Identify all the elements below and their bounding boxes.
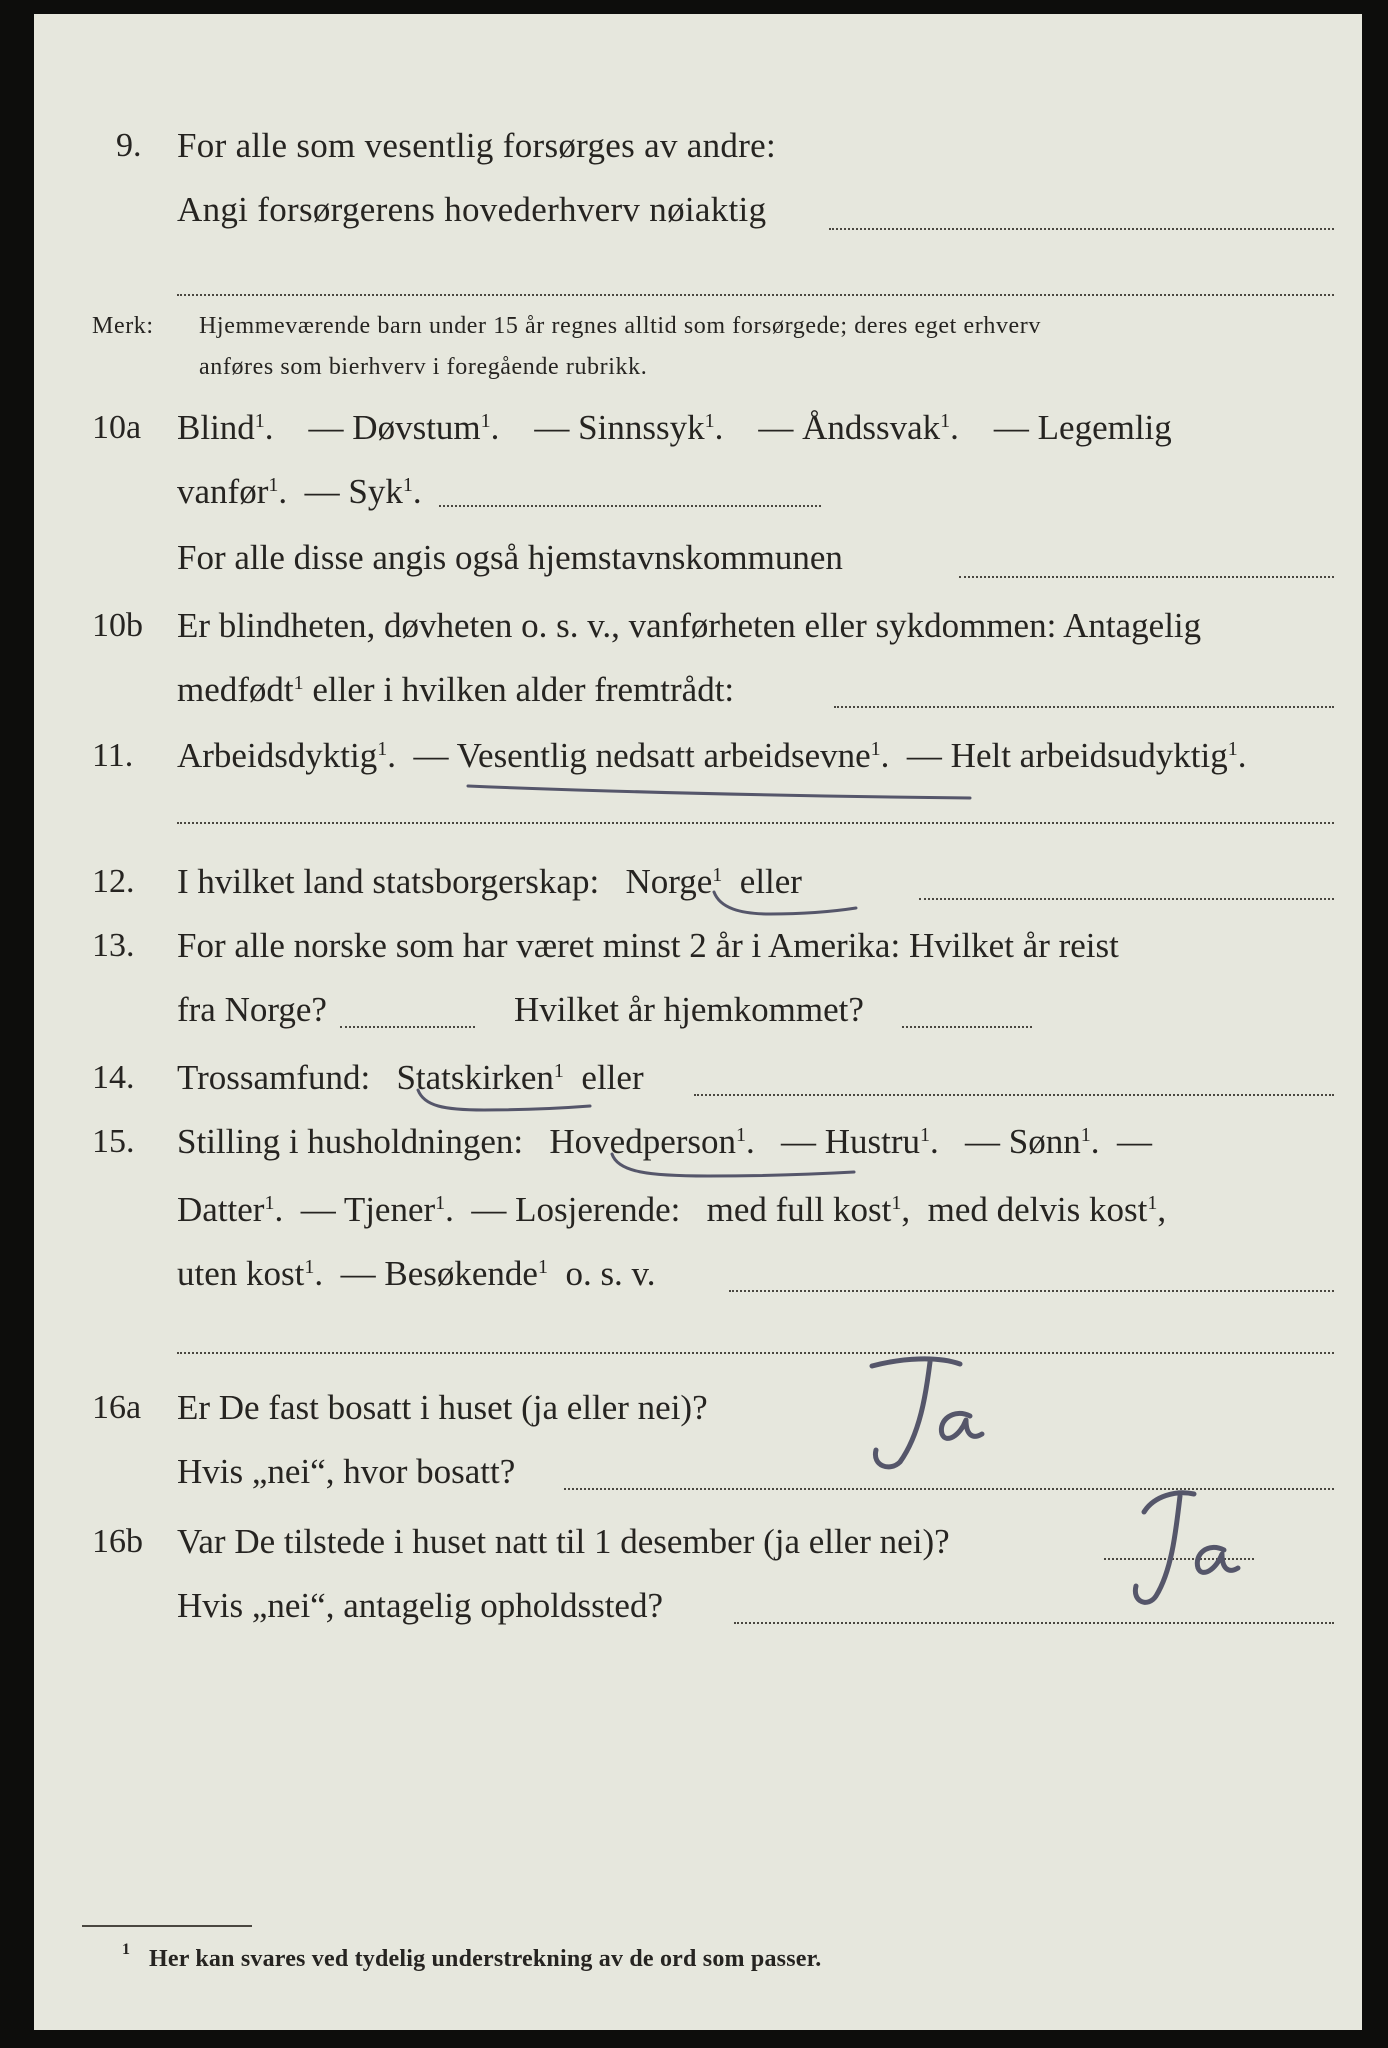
q10a-line2: vanfør$^1$. — Syk$^1$. <box>177 472 422 511</box>
footnote-ref: 1 <box>268 474 279 496</box>
q10a-line1: Blind$^1$. — Døvstum$^1$. — Sinnssyk$^1$. — Åndssvak$^1$. — Legemlig <box>177 408 1172 447</box>
q16a-line2: Hvis „nei“, hvor bosatt? <box>177 1452 516 1491</box>
q16b-handwritten-answer <box>1104 1484 1254 1614</box>
q15-delvis-kost: med delvis kost <box>927 1190 1148 1229</box>
footnote-ref: 1 <box>553 1060 564 1082</box>
q9-number: 9. <box>116 127 142 164</box>
q15-tjener: — Tjener <box>300 1190 436 1229</box>
q10a-blind: Blind <box>177 408 255 447</box>
q15-full-kost: med full kost <box>706 1190 892 1229</box>
q11-pencil-underline <box>464 776 974 806</box>
q14-statskirken: Statskirken <box>396 1058 554 1097</box>
q14-pencil-underline <box>414 1082 594 1122</box>
q12-answer-line <box>919 898 1334 900</box>
q15-osv: o. s. v. <box>565 1254 656 1293</box>
q10b-number: 10b <box>92 607 143 644</box>
q12-pencil-underline <box>710 886 860 926</box>
q10b-line2-rest: eller i hvilken alder fremtrådt: <box>303 670 735 709</box>
q10a-syk: — Syk <box>304 472 403 511</box>
q16b-line1: Var De tilstede i huset natt til 1 desember (ja eller nei)? <box>177 1522 950 1561</box>
q15-uten-kost: uten kost <box>177 1254 305 1293</box>
q15-datter: Datter <box>177 1190 265 1229</box>
census-form-page <box>34 14 1362 2030</box>
q9-answer-line <box>829 228 1334 230</box>
q13-line1: For alle norske som har været minst 2 år i Amerika: Hvilket år reist <box>177 926 1119 965</box>
q15-sonn: — Sønn <box>965 1122 1081 1161</box>
q14-eller: eller <box>581 1058 644 1097</box>
q11-arbeidsdyktig: Arbeidsdyktig <box>177 736 378 775</box>
q10a-andssvak: — Åndssvak <box>758 408 941 447</box>
q15-number: 15. <box>92 1123 135 1160</box>
q16b-number: 16b <box>92 1523 143 1560</box>
merk-label: Merk: <box>92 313 154 339</box>
q11-number: 11. <box>92 737 134 774</box>
q11-helt: — Helt arbeidsudyktig <box>906 736 1228 775</box>
footnote-ref: 1 <box>736 1124 747 1146</box>
footnote-ref: 1 <box>377 738 388 760</box>
q10b-line1: Er blindheten, døvheten o. s. v., vanførheten eller sykdommen: Antagelig <box>177 606 1202 645</box>
q15-answer-line <box>729 1290 1334 1292</box>
q15-besokende: — Besøkende <box>340 1254 538 1293</box>
footnote-ref: 1 <box>1080 1124 1091 1146</box>
footnote-marker: 1 <box>122 1941 131 1958</box>
footnote-ref: 1 <box>264 1192 275 1214</box>
footnote-ref: 1 <box>480 410 491 432</box>
q9-extra-line <box>177 294 1334 296</box>
q15-line2: Datter$^1$. — Tjener$^1$. — Losjerende: med full kost$^1$, med delvis kost$^1$, <box>177 1190 1167 1229</box>
footnote-ref: 1 <box>920 1124 931 1146</box>
q10a-dovstum: — Døvstum <box>308 408 481 447</box>
q14-text: Trossamfund: <box>177 1058 371 1097</box>
footnote-ref: 1 <box>293 672 304 694</box>
q11-extra-line <box>177 822 1334 824</box>
q15-hustru: — Hustru <box>781 1122 921 1161</box>
q13-number: 13. <box>92 927 135 964</box>
q14-answer-line <box>694 1094 1334 1096</box>
q10b-line2 <box>177 670 734 710</box>
q9-line2: Angi forsørgerens hovederhverv nøiaktig <box>177 190 767 229</box>
q12-number: 12. <box>92 863 135 900</box>
comma: , <box>901 1190 911 1229</box>
q16b-opholdssted-line <box>734 1622 1334 1624</box>
merk-line1: Hjemmeværende barn under 15 år regnes alltid som forsørgede; deres eget erhverv <box>199 313 1042 339</box>
footnote-ref: 1 <box>891 1192 902 1214</box>
q11-vesentlig: — Vesentlig nedsatt arbeidsevne <box>413 736 871 775</box>
footnote-ref: 1 <box>435 1192 446 1214</box>
q15-line3: uten kost$^1$. — Besøkende$^1$ o. s. v. <box>177 1254 656 1293</box>
footnote-ref: 1 <box>1147 1192 1158 1214</box>
q12-text: I hvilket land statsborgerskap: <box>177 862 600 901</box>
q12-norge: Norge <box>625 862 713 901</box>
q13-hjemkommet: Hvilket år hjemkommet? <box>514 990 864 1029</box>
q10b-answer-line <box>834 706 1334 708</box>
footnote-ref: 1 <box>537 1256 548 1278</box>
q13-hjemkommet-line <box>902 1026 1032 1028</box>
q10a-line3: For alle disse angis også hjemstavnskommunen <box>177 538 843 577</box>
q15-dash: — <box>1117 1122 1153 1161</box>
q15-losjerende: — Losjerende: <box>471 1190 681 1229</box>
footnote-ref: 1 <box>1227 738 1238 760</box>
q10b-medfodt: medfødt <box>177 670 294 709</box>
q12-line <box>177 862 802 902</box>
footnote-ref: 1 <box>712 864 723 886</box>
q11-line: Arbeidsdyktig$^1$. — Vesentlig nedsatt arbeidsevne$^1$. — Helt arbeidsudyktig$^1$. <box>177 736 1247 775</box>
q15-pencil-underline <box>608 1146 858 1186</box>
q16a-line1: Er De fast bosatt i huset (ja eller nei)? <box>177 1388 708 1427</box>
q12-eller: eller <box>739 862 802 901</box>
q16b-line2: Hvis „nei“, antagelig opholdssted? <box>177 1586 663 1625</box>
q16a-handwritten-answer <box>842 1354 1002 1474</box>
footnote-ref: 1 <box>940 410 951 432</box>
q15-text: Stilling i husholdningen: <box>177 1122 524 1161</box>
q10a-number: 10a <box>92 409 142 446</box>
merk-line2: anføres som bierhverv i foregående rubrikk. <box>199 354 648 380</box>
q15-line1: Stilling i husholdningen: Hovedperson$^1$. — Hustru$^1$. — Sønn$^1$. — <box>177 1122 1153 1161</box>
q10a-hjemstavn-line <box>959 576 1334 578</box>
q9-line1: For alle som vesentlig forsørges av andre: <box>177 126 777 165</box>
footnote-ref: 1 <box>704 410 715 432</box>
q13-fra-norge: fra Norge? <box>177 990 327 1029</box>
footnote-rule <box>82 1925 252 1927</box>
q10a-vanfor: vanfør <box>177 472 269 511</box>
footnote-text: Her kan svares ved tydelig understrekning av de ord som passer. <box>149 1946 822 1972</box>
footnote-ref: 1 <box>254 410 265 432</box>
q16a-number: 16a <box>92 1389 142 1426</box>
q10a-syk-line <box>439 505 821 507</box>
footnote-ref: 1 <box>870 738 881 760</box>
q15-extra-line <box>177 1352 1334 1354</box>
q15-hovedperson: Hovedperson <box>549 1122 737 1161</box>
q10a-sinnssyk: — Sinnssyk <box>534 408 705 447</box>
comma: , <box>1157 1190 1167 1229</box>
q13-fra-norge-line <box>340 1026 475 1028</box>
q14-number: 14. <box>92 1059 135 1096</box>
footnote-ref: 1 <box>304 1256 315 1278</box>
footnote-ref: 1 <box>402 474 413 496</box>
q10a-legemlig: — Legemlig <box>993 408 1172 447</box>
